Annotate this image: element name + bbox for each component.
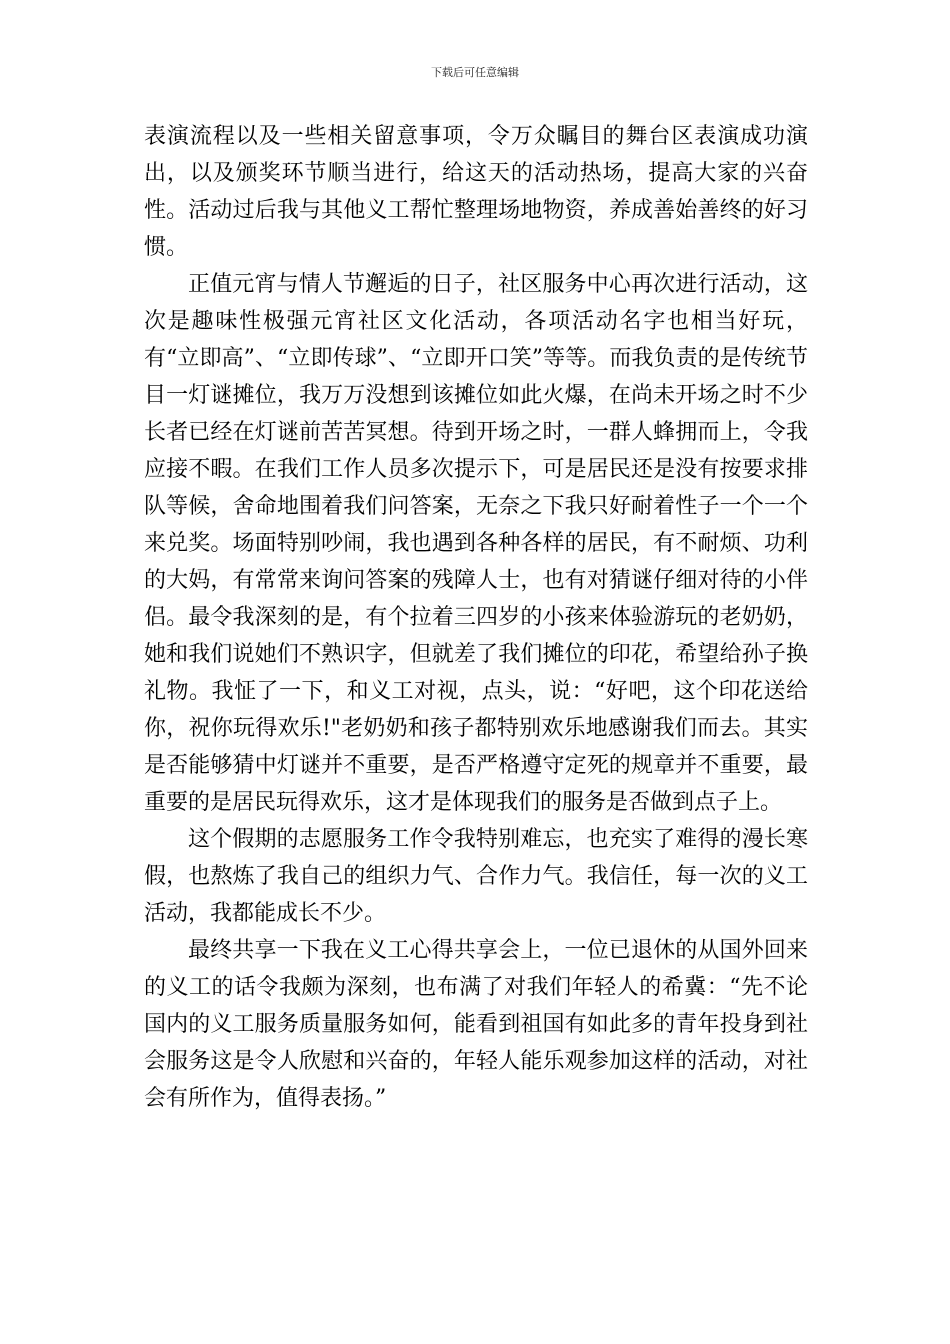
page-header: 下载后可任意编辑: [431, 66, 519, 79]
document-body: [144, 118, 808, 1117]
paragraph-lantern-festival: 正值元宵与情人节邂逅的日子，社区服务中心再次进行活动，这次是趣味性极强元宵社区文化活动，各项活动名字也相当好玩，有“立即高”、“立即传球”、“立即开口笑”等等。而我负责的是传统节目一灯谜摊位，我万万没想到该摊位如此火爆，在尚未开场之时不少长者已经在灯谜前苦苦冥想。待到开场之时，一群人蜂拥而上，令我应接不暇。在我们工作人员多次提示下，可是居民还是没有按要求排队等候，舍命地围着我们问答案，无奈之下我只好耐着性子一个一个来兑奖。场面特别吵闹，我也遇到各种各样的居民，有不耐烦、功利的大妈，有常常来询问答案的残障人士，也有对猜谜仔细对待的小伴侣。最令我深刻的是，有个拉着三四岁的小孩来体验游玩的老奶奶，她和我们说她们不熟识字，但就差了我们摊位的印花，希望给孙子换礼物。我怔了一下，和义工对视，点头，说：“好吧，这个印花送给你，祝你玩得欢乐!"老奶奶和孩子都特别欢乐地感谢我们而去。其实是否能够猜中灯谜并不重要，是否严格遵守定死的规章并不重要，最重要的是居民玩得欢乐，这才是体现我们的服务是否做到点子上。: [144, 272, 808, 815]
paragraph-continuation: 表演流程以及一些相关留意事项，令万众瞩目的舞台区表演成功演出，以及颁奖环节顺当进行，给这天的活动热场，提高大家的兴奋性。活动过后我与其他义工帮忙整理场地物资，养成善始善终的好习惯。: [144, 124, 808, 260]
paragraph-closing-quote: 最终共享一下我在义工心得共享会上，一位已退休的从国外回来的义工的话令我颇为深刻，也布满了对我们年轻人的希冀：“先不论国内的义工服务质量服务如何，能看到祖国有如此多的青年投身到社会服务这是令人欣慰和兴奋的，年轻人能乐观参加这样的活动，对社会有所作为，值得表扬。”: [144, 938, 808, 1111]
paragraph-volunteer-reflection: 这个假期的志愿服务工作令我特别难忘，也充实了难得的漫长寒假，也熬炼了我自己的组织力气、合作力气。我信任，每一次的义工活动，我都能成长不少。: [144, 827, 808, 926]
